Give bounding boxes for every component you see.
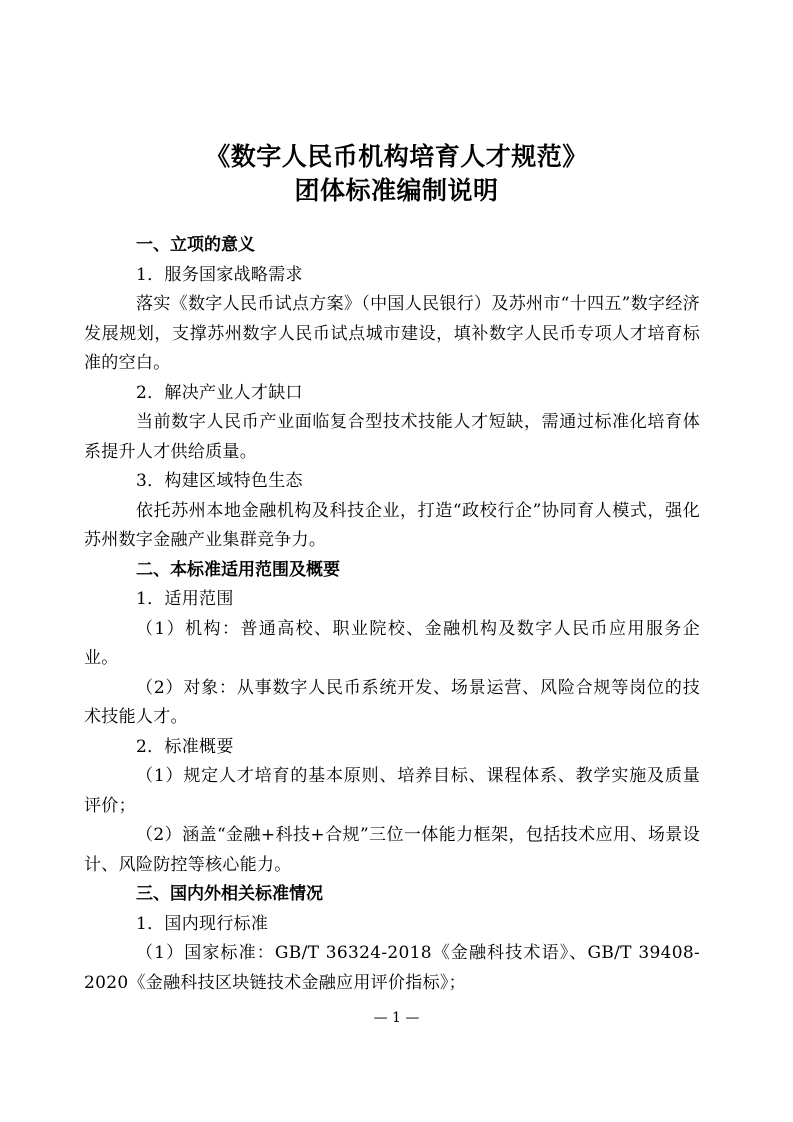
section1-item1-title: 1．服务国家战略需求	[136, 264, 303, 285]
section-heading-2: 二、本标准适用范围及概要	[136, 559, 340, 580]
section1-item1-body: 落实《数字人民币试点方案》（中国人民银行）及苏州市“十四五”数字经济发展规划，支撑苏州数字人民币试点城市建设，填补数字人民币专项人才培育标准的空白。	[84, 294, 700, 373]
section3-item1-title: 1．国内现行标准	[136, 913, 269, 934]
section2-item1-sub2: （2）对象：从事数字人民币系统开发、场景运营、风险合规等岗位的技术技能人才。	[84, 677, 700, 727]
section2-item1-title: 1．适用范围	[136, 589, 234, 609]
title-line-1: 《数字人民币机构培育人才规范》	[205, 142, 588, 171]
section2-item1-sub1: （1）机构：普通高校、职业院校、金融机构及数字人民币应用服务企业。	[84, 618, 700, 668]
title-line-2: 团体标准编制说明	[294, 176, 499, 205]
section1-item3-title: 3．构建区域特色生态	[136, 471, 303, 491]
section1-item2-title: 2．解决产业人才缺口	[136, 382, 303, 403]
section1-item3-body: 依托苏州本地金融机构及科技企业，打造“政校行企”协同育人模式，强化苏州数字金融产业集群竞争力。	[84, 500, 700, 550]
section2-item2-sub1: （1）规定人才培育的基本原则、培养目标、课程体系、教学实施及质量评价；	[84, 766, 700, 816]
section1-item2-body: 当前数字人民币产业面临复合型技术技能人才短缺，需通过标准化培育体系提升人才供给质量。	[84, 412, 700, 462]
section2-item2-title: 2．标准概要	[136, 736, 234, 757]
page-number: — 1 —	[373, 1010, 420, 1026]
document-title	[0, 140, 793, 208]
section3-item1-sub1: （1）国家标准：GB/T 36324-2018《金融科技术语》、GB/T 39408-2020《金融科技区块链技术金融应用评价指标》；	[84, 943, 700, 993]
section-heading-3: 三、国内外相关标准情况	[136, 884, 323, 904]
document-body	[84, 231, 700, 998]
section2-item2-sub2: （2）涵盖“金融+科技+合规”三位一体能力框架，包括技术应用、场景设计、风险防控等核心能力。	[84, 825, 700, 875]
section-heading-1: 一、立项的意义	[136, 235, 255, 255]
